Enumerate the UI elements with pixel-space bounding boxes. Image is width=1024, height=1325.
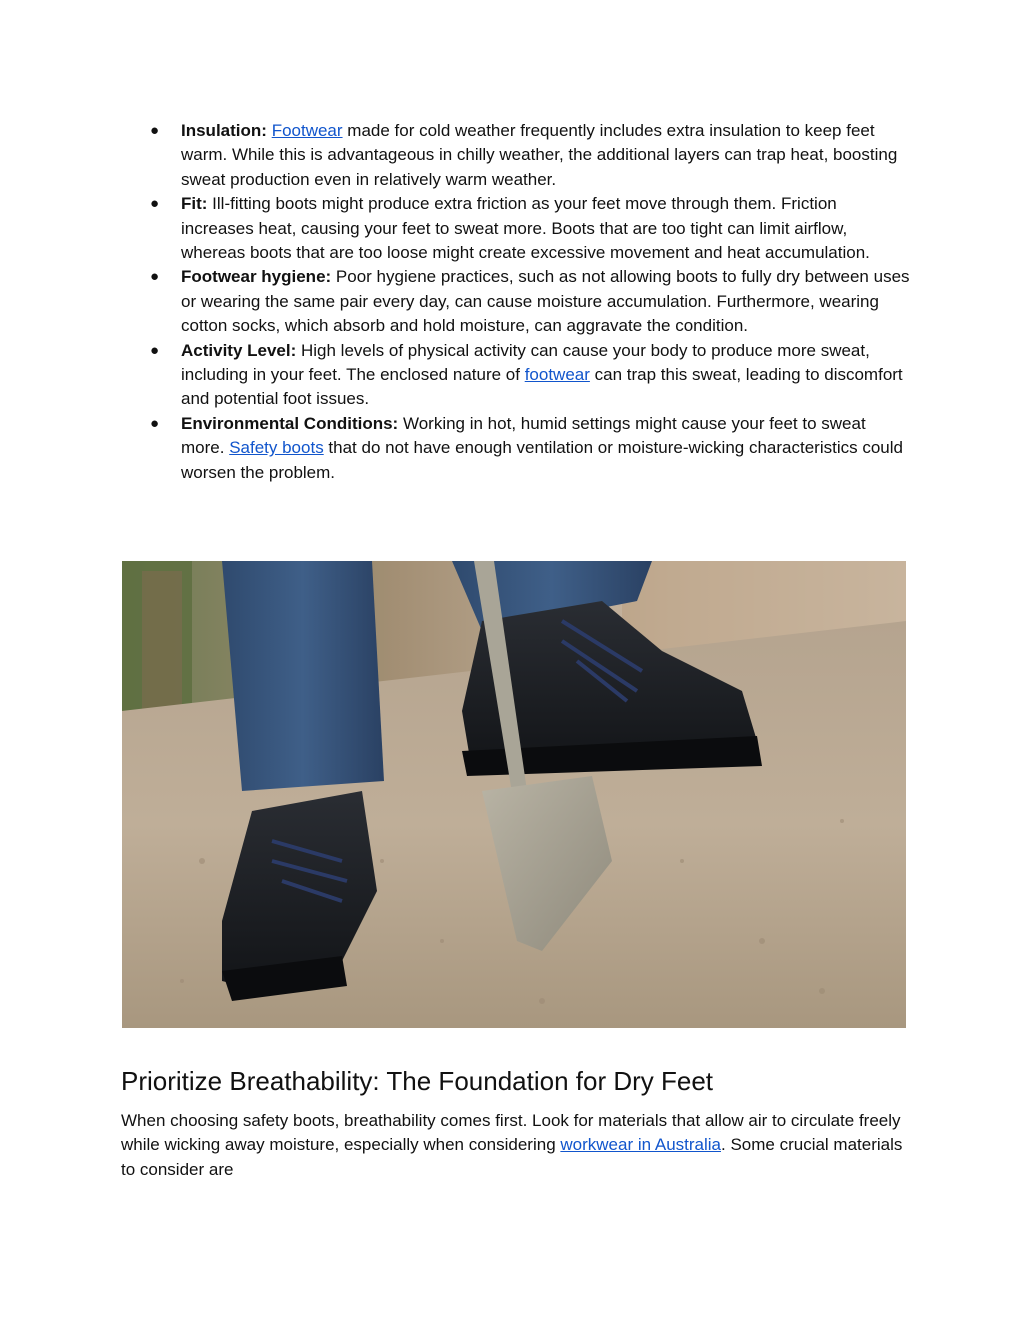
- bullet-text: that do not have enough ventilation or moisture-wicking characteristics could worsen the problem.: [181, 438, 903, 482]
- bullet-text: made for cold weather frequently includes extra insulation to keep feet warm. While this is advantageous in chilly weather, the additional layers can trap heat, boosting sweat production even in relatively warm weather.: [181, 121, 898, 189]
- bullet-term: Footwear hygiene:: [181, 267, 332, 287]
- bullet-text: Poor hygiene practices, such as not allowing boots to fully dry between uses or wearing the same pair every day, can cause moisture accumulation. Furthermore, wearing cotton socks, which absorb and hold moisture, can aggravate the condition.: [181, 267, 910, 336]
- photo-safety-boots: [122, 561, 906, 1028]
- bullet-text: Working in hot, humid settings might cause your feet to sweat more.: [181, 413, 866, 458]
- bullet-term: Fit:: [181, 194, 208, 214]
- section-text-before: When choosing safety boots, breathability comes first. Look for materials that allow air to circulate freely while wicking away moisture, especially when considering: [121, 1111, 901, 1155]
- bullet-text: High levels of physical activity can cause your body to produce more sweat, including in your feet. The enclosed nature of: [181, 340, 870, 385]
- inline-link[interactable]: Footwear: [271, 121, 343, 140]
- bullet-item: [150, 119, 910, 192]
- bullet-dot-icon: ●: [150, 195, 160, 213]
- section-text-after: . Some crucial materials to consider are: [121, 1135, 903, 1179]
- bullet-item: [150, 412, 910, 485]
- inline-link[interactable]: footwear: [524, 365, 590, 385]
- section-heading: Prioritize Breathability: The Foundation for Dry Feet: [121, 1066, 714, 1096]
- left-jeans-leg: [222, 561, 384, 791]
- bullet-list: [150, 119, 910, 485]
- bullet-dot-icon: ●: [150, 268, 160, 286]
- bullet-item: [150, 192, 910, 265]
- bullet-term: Activity Level:: [181, 340, 297, 360]
- workwear-australia-link[interactable]: workwear in Australia: [560, 1135, 721, 1155]
- section-paragraph: [121, 1109, 911, 1182]
- bullet-text: can trap this sweat, leading to discomfort and potential foot issues.: [181, 365, 903, 409]
- bullet-term: Environmental Conditions:: [181, 413, 399, 433]
- bullet-dot-icon: ●: [150, 341, 160, 359]
- bullet-item: [150, 265, 910, 338]
- bullet-item: [150, 339, 910, 412]
- bullet-dot-icon: ●: [150, 414, 160, 432]
- inline-link[interactable]: Safety boots: [229, 438, 324, 458]
- bullet-text: Ill-fitting boots might produce extra friction as your feet move through them. Friction increases heat, causing your feet to sweat more. Boots that are too tight can limit airflow, whereas boots that are too loose might create excessive movement and heat accumulation.: [181, 194, 870, 263]
- bullet-dot-icon: ●: [150, 122, 160, 139]
- bullet-term: Insulation:: [181, 121, 267, 140]
